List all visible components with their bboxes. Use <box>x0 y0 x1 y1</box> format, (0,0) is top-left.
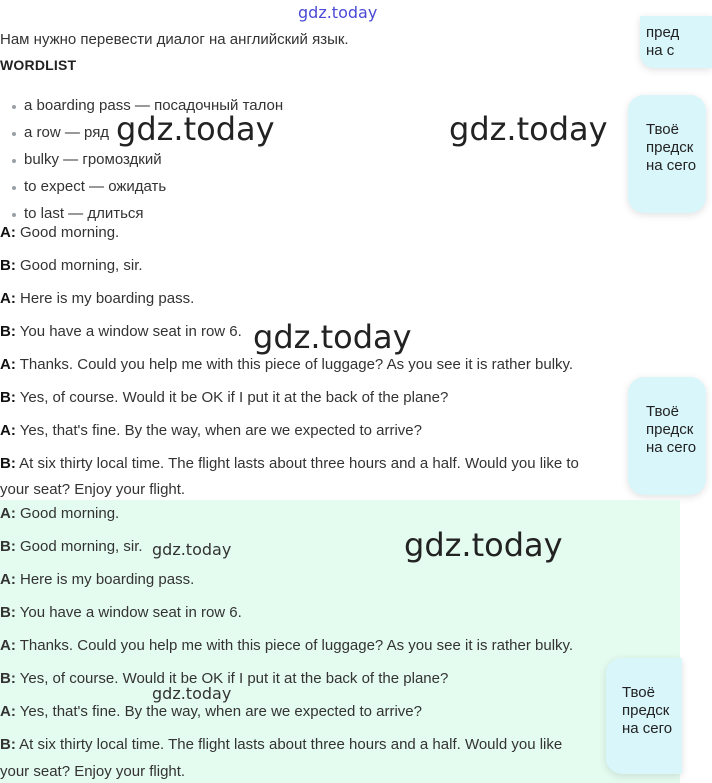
dialog-line: B: Good morning, sir. <box>0 538 143 555</box>
dialog-line: B: At six thirty local time. The flight lasts about three hours and a half. Would you like <box>0 736 563 753</box>
promo-bubble[interactable] <box>628 377 706 495</box>
bubble-line-3: на сего <box>622 720 673 737</box>
bubble-line-2: предск <box>646 421 694 438</box>
dialog-line: A: Yes, that's fine. By the way, when are we expected to arrive? <box>0 703 422 720</box>
dialog-line: A: Here is my boarding pass. <box>0 571 195 588</box>
dialog-line: B: Good morning, sir. <box>0 257 143 274</box>
dialog-line: B: Yes, of course. Would it be OK if I put it at the back of the plane? <box>0 670 449 687</box>
bubble-line-2: предск <box>646 139 694 156</box>
watermark: gdz.today <box>152 684 232 703</box>
promo-bubble-top[interactable] <box>640 16 712 68</box>
watermark: gdz.today <box>152 540 232 559</box>
bullet-icon <box>12 105 16 109</box>
dialog-line: B: You have a window seat in row 6. <box>0 604 242 621</box>
promo-bubble[interactable] <box>606 658 682 774</box>
intro-text: Нам нужно перевести диалог на английский язык. <box>0 31 349 48</box>
dialog-line: A: Good morning. <box>0 224 120 241</box>
bullet-icon <box>12 186 16 190</box>
dialog-line: A: Here is my boarding pass. <box>0 290 195 307</box>
dialog-line: A: Thanks. Could you help me with this piece of luggage? As you see it is rather bulky. <box>0 637 574 654</box>
watermark: gdz.today <box>253 318 412 356</box>
list-item: a row — ряд <box>12 119 283 146</box>
bubble-line-1: Твоё <box>622 684 655 701</box>
bubble-line-1: Твоё <box>646 403 679 420</box>
bubble-line-1: пред <box>646 24 680 41</box>
dialog-line-continued: your seat? Enjoy your flight. <box>0 481 186 498</box>
list-item: bulky — громоздкий <box>12 146 283 173</box>
dialog-line: B: Yes, of course. Would it be OK if I put it at the back of the plane? <box>0 389 449 406</box>
dialog-line: B: At six thirty local time. The flight lasts about three hours and a half. Would you like to <box>0 455 579 472</box>
bullet-icon <box>12 159 16 163</box>
bubble-line-1: Твоё <box>646 121 679 138</box>
bubble-line-3: на сего <box>646 439 697 456</box>
watermark: gdz.today <box>404 526 563 564</box>
dialog-line: A: Thanks. Could you help me with this piece of luggage? As you see it is rather bulky. <box>0 356 574 373</box>
bullet-icon <box>12 213 16 217</box>
list-item: a boarding pass — посадочный талон <box>12 92 283 119</box>
watermark-top: gdz.today <box>298 3 378 22</box>
watermark: gdz.today <box>116 110 275 148</box>
bubble-line-3: на сего <box>646 157 697 174</box>
bubble-line-2: предск <box>622 702 670 719</box>
wordlist-title: WORDLIST <box>0 57 77 73</box>
promo-bubble[interactable] <box>628 95 706 213</box>
list-item: to expect — ожидать <box>12 173 283 200</box>
bullet-icon <box>12 132 16 136</box>
dialog-line: A: Yes, that's fine. By the way, when are we expected to arrive? <box>0 422 422 439</box>
watermark: gdz.today <box>449 110 608 148</box>
list-item: to last — длиться <box>12 200 283 227</box>
dialog-line-continued: your seat? Enjoy your flight. <box>0 763 186 780</box>
dialog-line: A: Good morning. <box>0 505 120 522</box>
dialog-line: B: You have a window seat in row 6. <box>0 323 242 340</box>
answer-panel <box>0 500 680 783</box>
bubble-line-2: на с <box>646 42 675 59</box>
